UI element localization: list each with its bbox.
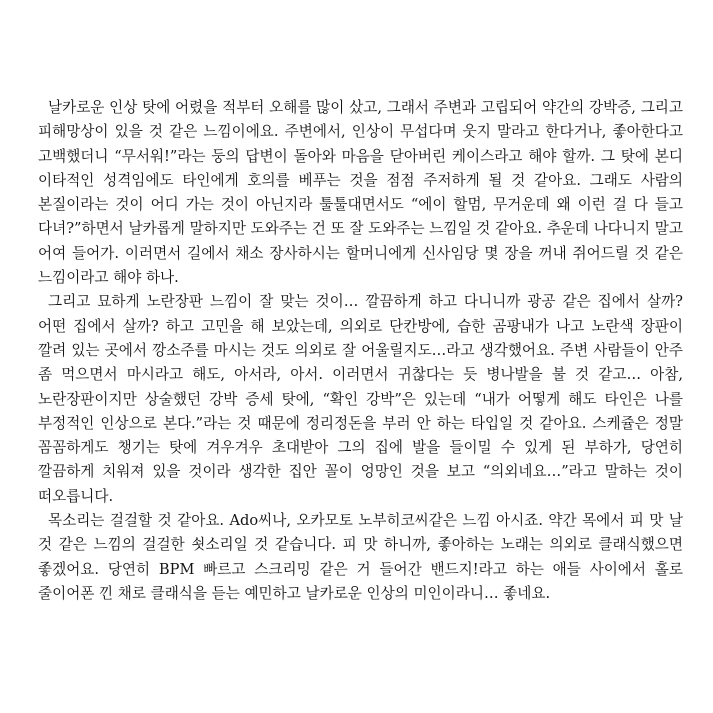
paragraph-1: 날카로운 인상 탓에 어렸을 적부터 오해를 많이 샀고, 그래서 주변과 고립되어 약간의 강박증, 그리고 피해망상이 있을 것 같은 느낌이에요. 주변에서, 인상이 무섭다며 웃지 말라고 한다거나, 좋아한다고 고백했더니 “무서워!”라는 둥의 답변이 돌아와 마음을 닫아버린 케이스라고 해야 할까. 그 탓에 본디 이타적인 성격임에도 타인에게 호의를 베푸는 것을 점점 주저하게 될 것 같아요. 그래도 사람의 본질이라는 것이 어디 가는 것이 아닌지라 툴툴대면서도 “에이 할멈, 무거운데 왜 이런 걸 다 들고 다녀?”하면서 날카롭게 말하지만 도와주는 건 또 잘 도와주는 느낌일 것 같아요. 추운데 나다니지 말고 어여 들어가. 이러면서 길에서 채소 장사하시는 할머니에게 신사임당 몇 장을 꺼내 쥐어드릴 것 같은 느낌이라고 해야 하나. (38, 99, 683, 287)
paragraph-3: 목소리는 걸걸할 것 같아요. Ado씨나, 오카모토 노부히코씨같은 느낌 아시죠. 약간 목에서 피 맛 날 것 같은 느낌의 걸걸한 쇳소리일 것 같습니다. 피 맛 하니까, 좋아하는 노래는 의외로 클래식했으면 좋겠어요. 당연히 BPM 빠르고 스크리밍 같은 거 들어간 밴드지!라고 하는 애들 사이에서 홀로 줄이어폰 낀 채로 클래식을 듣는 예민하고 날카로운 인상의 미인이라니… 좋네요. (38, 512, 683, 602)
paragraph-2: 그리고 묘하게 노란장판 느낌이 잘 맞는 것이… 깔끔하게 하고 다니니까 광공 같은 집에서 살까? 어떤 집에서 살까? 하고 고민을 해 보았는데, 의외로 단칸방에, 습한 곰팡내가 나고 노란색 장판이 깔려 있는 곳에서 깡소주를 마시는 것도 의외로 잘 어울릴지도…라고 생각했어요. 주변 사람들이 안주 좀 먹으면서 마시라고 해도, 아서라, 아서. 이러면서 귀찮다는 듯 병나발을 불 것 같고… 아참, 노란장판이지만 상술했던 강박 증세 탓에, “확인 강박”은 있는데 “내가 어떻게 해도 타인은 나를 부정적인 인상으로 본다.”라는 것 때문에 정리정돈을 부러 안 하는 타입일 것 같아요. 스케쥴은 정말 꼼꼼하게도 챙기는 탓에 겨우겨우 초대받아 그의 집에 발을 들이밀 수 있게 된 부하가, 당연히 깔끔하게 치워져 있을 것이라 생각한 집안 꼴이 엉망인 것을 보고 “의외네요…”라고 말하는 것이 떠오릅니다. (38, 293, 683, 505)
document-body (38, 96, 683, 606)
